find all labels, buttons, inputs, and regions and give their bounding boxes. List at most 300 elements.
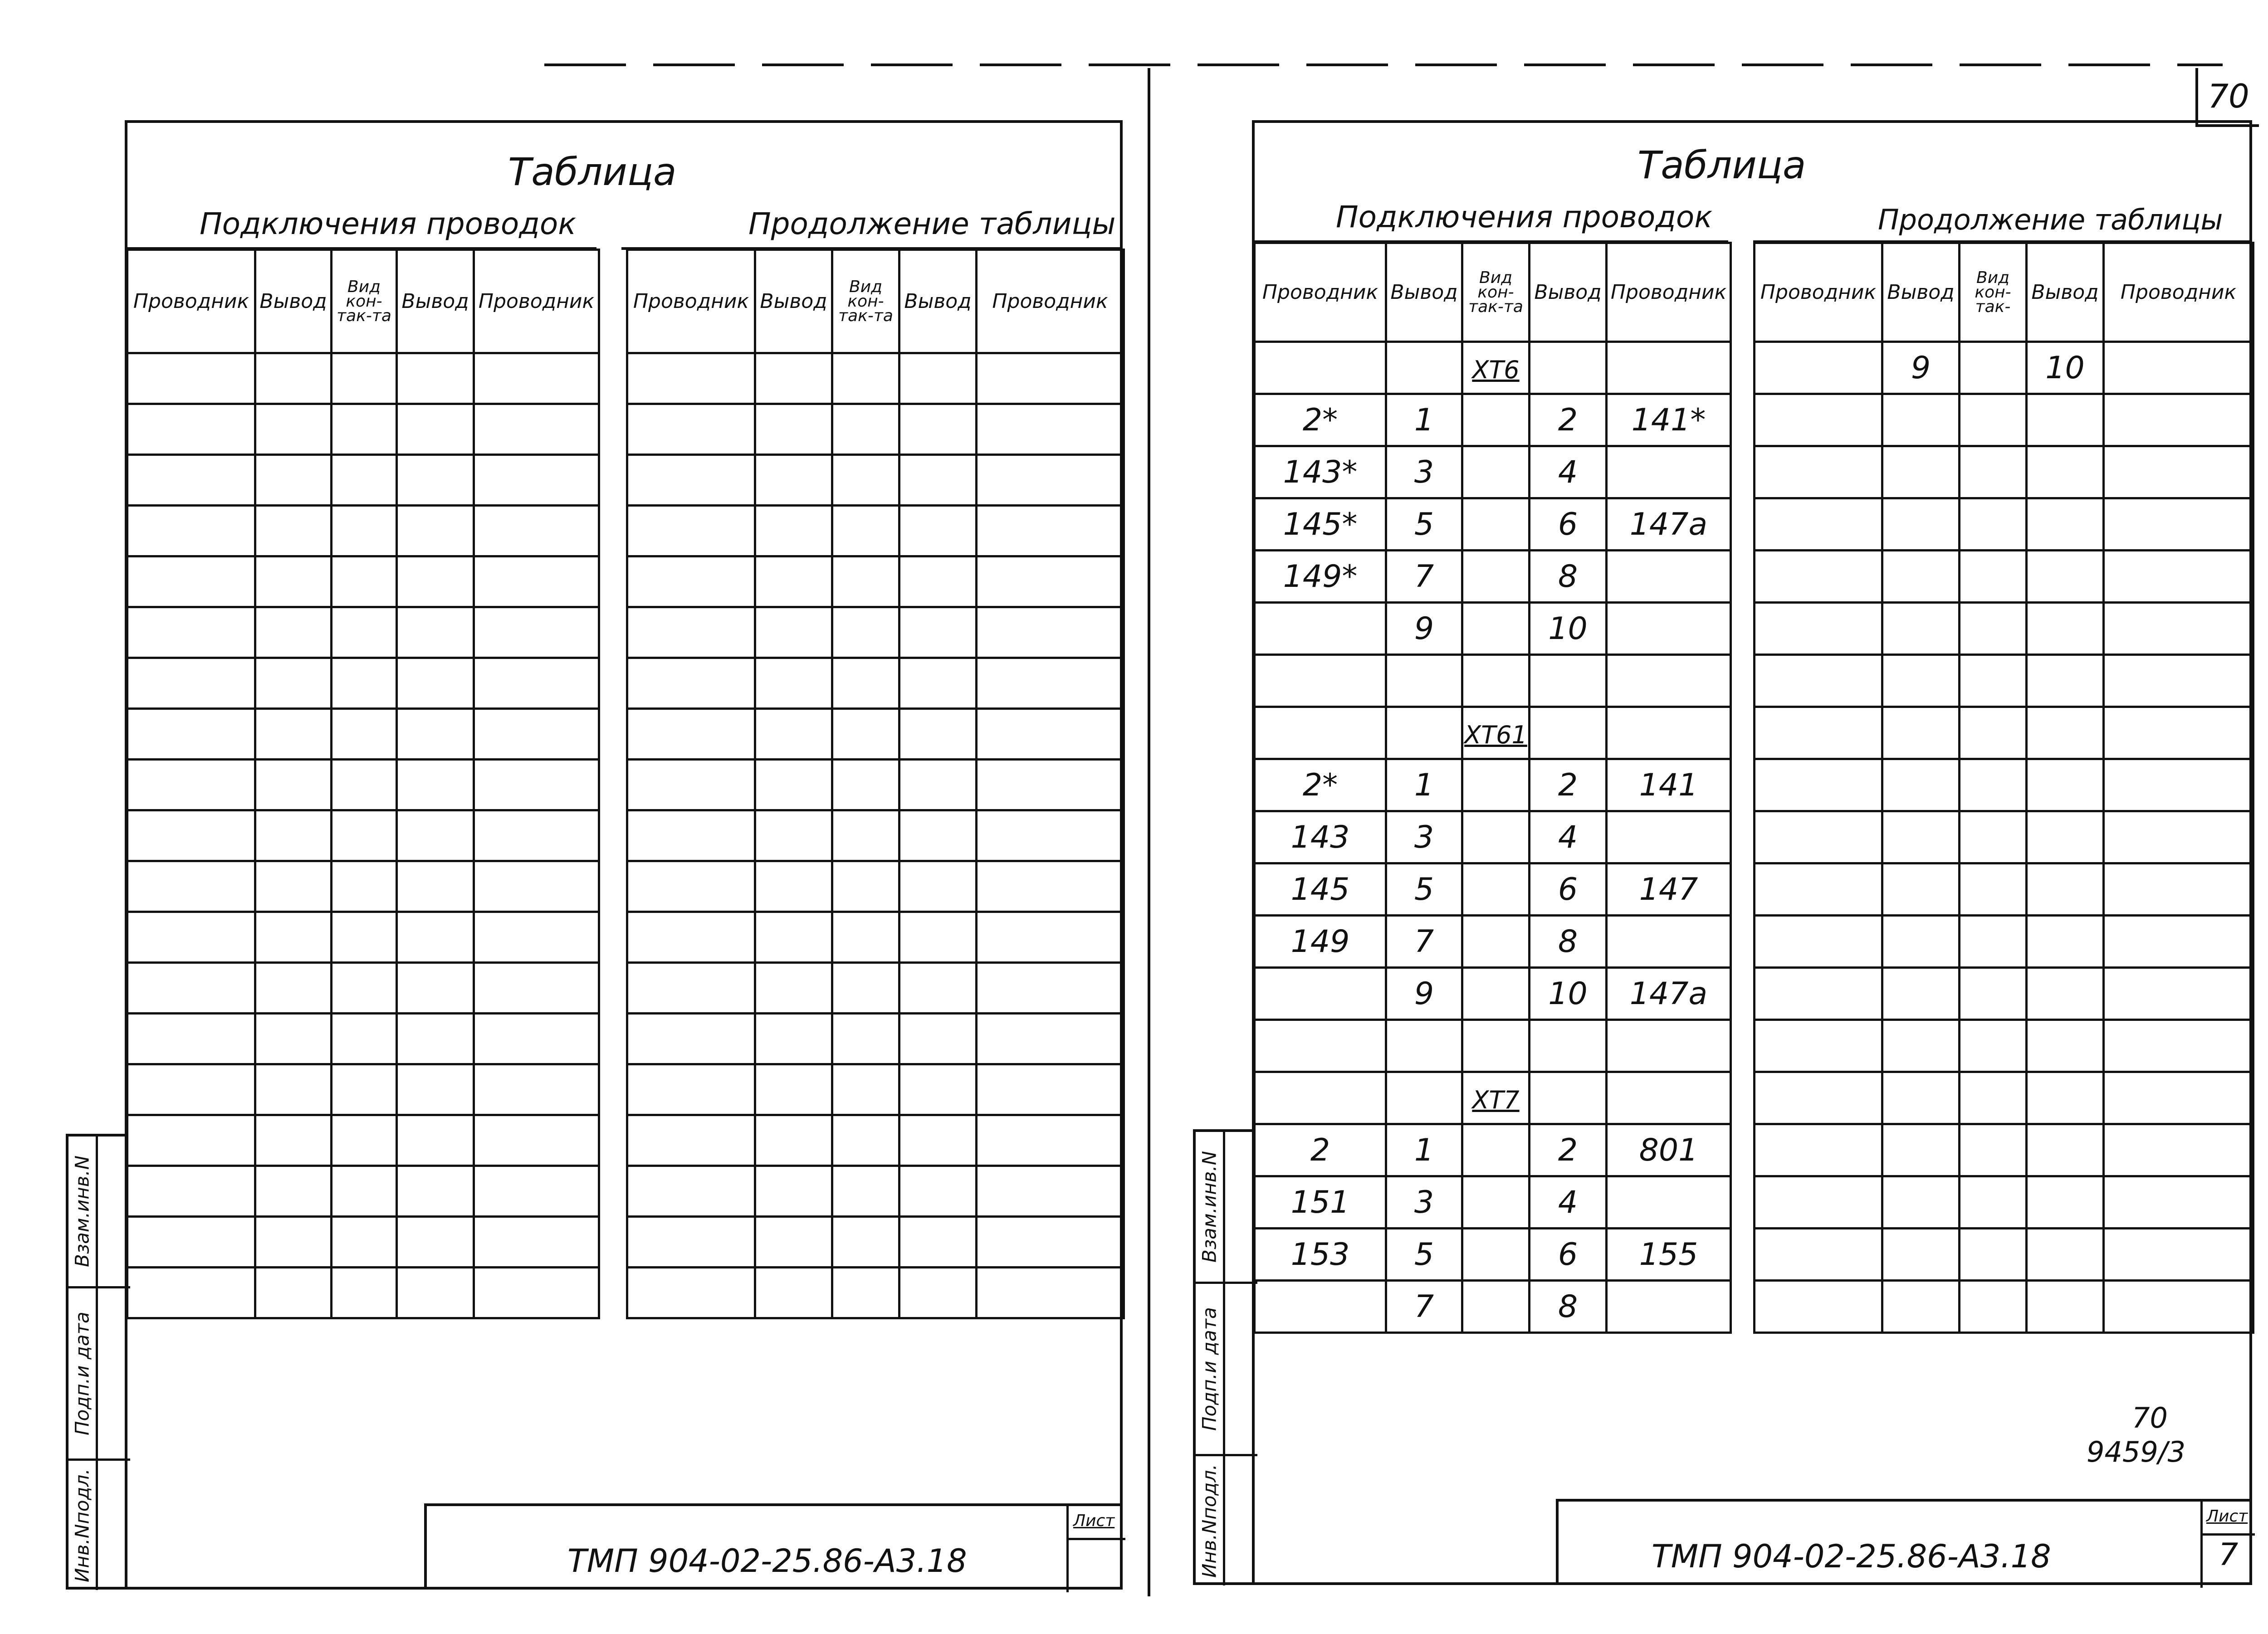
- table-cell: [832, 1268, 899, 1318]
- table-cell: [899, 1064, 977, 1115]
- table-cell: [474, 556, 599, 607]
- table-cell: [627, 1166, 755, 1217]
- table-cell: [1755, 394, 1882, 446]
- table-cell: [255, 455, 332, 506]
- table-cell: [332, 658, 397, 709]
- cell-value: 151: [1290, 1184, 1350, 1220]
- table-cell: [1386, 968, 1462, 1020]
- table-cell: [474, 658, 599, 709]
- table-cell: [1755, 342, 1882, 394]
- table-cell: [1255, 1072, 1386, 1124]
- cell-value: 149*: [1283, 558, 1358, 595]
- table-cell: [1882, 863, 1960, 916]
- table-cell: [1530, 707, 1607, 759]
- table-cell: [1755, 1176, 1882, 1229]
- table-cell: [1882, 968, 1960, 1020]
- note-number: 70: [2132, 1401, 2168, 1434]
- table-row: [627, 404, 1124, 455]
- table-row: [127, 1115, 599, 1166]
- table-cell: [1462, 342, 1530, 394]
- table-cell: [1386, 759, 1462, 811]
- cell-value: 4: [1558, 454, 1578, 490]
- table-cell: [1462, 811, 1530, 863]
- table-cell: [332, 760, 397, 810]
- table-cell: [1882, 1281, 1960, 1333]
- table-cell: [899, 810, 977, 861]
- table-cell: [127, 760, 255, 810]
- table-cell: [255, 912, 332, 963]
- table-cell: [1960, 603, 2027, 655]
- table-cell: [1386, 1020, 1462, 1072]
- table-cell: [255, 1268, 332, 1318]
- table-cell: [1960, 707, 2027, 759]
- note-code: 9459/3: [2087, 1435, 2186, 1468]
- table-cell: [127, 1217, 255, 1268]
- col-header-terminal: Вывод: [397, 250, 474, 353]
- table-cell: [627, 607, 755, 658]
- cell-value: 143*: [1283, 454, 1358, 490]
- table-row: [127, 455, 599, 506]
- table-cell: [899, 1166, 977, 1217]
- table-cell: [1255, 342, 1386, 394]
- cell-value: 7: [1414, 1288, 1434, 1325]
- table-cell: [1607, 655, 1731, 707]
- table-cell: [1530, 446, 1607, 498]
- table-cell: [1882, 342, 1960, 394]
- table-cell: [2104, 1281, 2253, 1333]
- table-cell: [474, 760, 599, 810]
- cell-value: 5: [1414, 871, 1434, 907]
- table-cell: [1960, 968, 2027, 1020]
- table-cell: [627, 455, 755, 506]
- table-row: [1255, 342, 1731, 394]
- table-cell: [1255, 551, 1386, 603]
- table-cell: [474, 1014, 599, 1064]
- table-cell: [127, 1064, 255, 1115]
- right-title: Таблица: [1637, 143, 1806, 187]
- table-cell: [1882, 1176, 1960, 1229]
- table-cell: [1462, 863, 1530, 916]
- table-row: [1255, 759, 1731, 811]
- cell-value: 149: [1290, 923, 1350, 960]
- col-header-terminal: Вывод: [1386, 243, 1462, 342]
- table-cell: [397, 1014, 474, 1064]
- table-row: [1255, 1020, 1731, 1072]
- cell-value: 10: [2045, 350, 2085, 386]
- table-cell: [1255, 1281, 1386, 1333]
- table-row: [627, 810, 1124, 861]
- col-header-conductor: Проводник: [627, 250, 755, 353]
- table-cell: [755, 1014, 832, 1064]
- left-subtitle-continuation: Продолжение таблицы: [748, 206, 1116, 241]
- table-cell: [2104, 707, 2253, 759]
- table-cell: [1386, 707, 1462, 759]
- table-cell: [1530, 968, 1607, 1020]
- table-row: [1255, 707, 1731, 759]
- table-cell: [255, 404, 332, 455]
- table-cell: [127, 1166, 255, 1217]
- table-cell: [127, 658, 255, 709]
- table-cell: [474, 404, 599, 455]
- table-cell: [1462, 1229, 1530, 1281]
- table-cell: [627, 1014, 755, 1064]
- table-cell: [1255, 394, 1386, 446]
- table-cell: [1607, 811, 1731, 863]
- table-cell: [977, 506, 1124, 556]
- col-header-conductor: Проводник: [1755, 243, 1882, 342]
- table-cell: [255, 709, 332, 760]
- table-cell: [474, 1115, 599, 1166]
- table-cell: [255, 658, 332, 709]
- table-row: [627, 760, 1124, 810]
- table-cell: [977, 1014, 1124, 1064]
- table-cell: [1530, 603, 1607, 655]
- table-cell: [2027, 916, 2104, 968]
- table-cell: [832, 658, 899, 709]
- table-cell: [832, 607, 899, 658]
- table-cell: [832, 1217, 899, 1268]
- table-cell: [832, 760, 899, 810]
- table-cell: [1386, 1176, 1462, 1229]
- side-label-inv-orig: Инв.Nподл.: [1198, 1464, 1221, 1578]
- table-cell: [2104, 1176, 2253, 1229]
- table-cell: [899, 1014, 977, 1064]
- table-cell: [255, 963, 332, 1014]
- table-cell: [2104, 394, 2253, 446]
- table-cell: [474, 1217, 599, 1268]
- table-cell: [1255, 446, 1386, 498]
- table-cell: [127, 607, 255, 658]
- table-cell: [1607, 707, 1731, 759]
- table-row: [627, 1014, 1124, 1064]
- table-cell: [2027, 342, 2104, 394]
- table-cell: [1882, 1229, 1960, 1281]
- table-cell: [474, 709, 599, 760]
- table-row: [1755, 968, 2253, 1020]
- table-cell: [1462, 1072, 1530, 1124]
- col-header-conductor: Проводник: [1607, 243, 1731, 342]
- table-cell: [1960, 1281, 2027, 1333]
- cell-value: 8: [1558, 923, 1578, 960]
- table-row: [627, 607, 1124, 658]
- table-cell: [1882, 916, 1960, 968]
- col-header-terminal: Вывод: [899, 250, 977, 353]
- table-cell: [832, 709, 899, 760]
- table-cell: [2027, 498, 2104, 551]
- table-cell: [1530, 916, 1607, 968]
- cell-value: 9: [1911, 350, 1931, 386]
- table-cell: [2027, 1176, 2104, 1229]
- cell-value: 145: [1290, 871, 1350, 907]
- table-cell: [977, 861, 1124, 912]
- table-cell: [397, 658, 474, 709]
- col-header-conductor: Проводник: [977, 250, 1124, 353]
- table-cell: [899, 404, 977, 455]
- table-cell: [332, 1064, 397, 1115]
- table-row: [127, 1014, 599, 1064]
- table-cell: [397, 455, 474, 506]
- table-cell: [2104, 916, 2253, 968]
- table-cell: [1255, 759, 1386, 811]
- table-row: [127, 1064, 599, 1115]
- table-cell: [1960, 811, 2027, 863]
- table-cell: [755, 810, 832, 861]
- table-cell: [755, 1268, 832, 1318]
- col-header-terminal: Вывод: [1530, 243, 1607, 342]
- table-cell: [474, 861, 599, 912]
- cell-value: 8: [1558, 1288, 1578, 1325]
- table-cell: [1255, 1229, 1386, 1281]
- table-cell: [332, 912, 397, 963]
- table-cell: [627, 658, 755, 709]
- table-cell: [1755, 446, 1882, 498]
- right-sheet-label: Лист: [2206, 1507, 2248, 1526]
- table-cell: [977, 1268, 1124, 1318]
- col-header-terminal: Вывод: [255, 250, 332, 353]
- table-cell: [1755, 1281, 1882, 1333]
- table-cell: [1255, 916, 1386, 968]
- corner-number: 70: [2208, 77, 2249, 115]
- table-cell: [1530, 863, 1607, 916]
- cell-value: 4: [1558, 819, 1578, 855]
- table-cell: [1255, 498, 1386, 551]
- table-cell: [474, 353, 599, 404]
- table-row: [1755, 707, 2253, 759]
- table-row: [127, 1268, 599, 1318]
- table-row: [1755, 1281, 2253, 1333]
- corner-number-box: [2195, 68, 2259, 127]
- table-row: [627, 709, 1124, 760]
- cell-value: 3: [1414, 454, 1434, 490]
- table-cell: [397, 1166, 474, 1217]
- table-cell: [899, 353, 977, 404]
- cell-value: 147а: [1629, 976, 1708, 1012]
- table-cell: [2027, 811, 2104, 863]
- table-cell: [255, 1014, 332, 1064]
- table-cell: [2027, 1124, 2104, 1176]
- table-cell: [1530, 655, 1607, 707]
- table-cell: [627, 1115, 755, 1166]
- table-cell: [2104, 655, 2253, 707]
- table-cell: [755, 1064, 832, 1115]
- table-cell: [627, 963, 755, 1014]
- table-cell: [1530, 551, 1607, 603]
- table-cell: [332, 1217, 397, 1268]
- table-cell: [332, 506, 397, 556]
- cell-value: 2: [1558, 767, 1578, 803]
- table-cell: [1386, 603, 1462, 655]
- table-cell: [255, 861, 332, 912]
- table-row: [627, 455, 1124, 506]
- table-cell: [1960, 916, 2027, 968]
- table-cell: [2104, 863, 2253, 916]
- table-cell: [1882, 446, 1960, 498]
- table-cell: [627, 1217, 755, 1268]
- table-cell: [1960, 551, 2027, 603]
- table-cell: [1755, 707, 1882, 759]
- table-cell: [397, 1217, 474, 1268]
- cell-value: 9: [1414, 976, 1434, 1012]
- table-cell: [1530, 498, 1607, 551]
- table-cell: [255, 607, 332, 658]
- table-cell: [1530, 1124, 1607, 1176]
- col-header-contact-type: Вид кон-так-: [1960, 243, 2027, 342]
- table-cell: [1755, 759, 1882, 811]
- table-row: [627, 1166, 1124, 1217]
- table-cell: [397, 556, 474, 607]
- right-title-block: [1556, 1499, 2252, 1585]
- table-cell: [1386, 1124, 1462, 1176]
- col-header-terminal: Вывод: [1882, 243, 1960, 342]
- table-cell: [899, 455, 977, 506]
- table-cell: [755, 912, 832, 963]
- table-cell: [1960, 1020, 2027, 1072]
- table-row: [627, 963, 1124, 1014]
- side-label-sign-date: Подп.и дата: [1198, 1307, 1221, 1431]
- cell-value: 147а: [1629, 506, 1708, 542]
- table-cell: [755, 455, 832, 506]
- table-cell: [832, 861, 899, 912]
- table-cell: [755, 353, 832, 404]
- table-cell: [755, 658, 832, 709]
- table-row: [1255, 1072, 1731, 1124]
- table-cell: [832, 1064, 899, 1115]
- table-row: [127, 709, 599, 760]
- cell-value: 1: [1414, 1132, 1434, 1168]
- table-cell: [1882, 707, 1960, 759]
- cell-value: 2: [1558, 1132, 1578, 1168]
- table-cell: [127, 1014, 255, 1064]
- table-row: [1755, 394, 2253, 446]
- table-cell: [755, 1166, 832, 1217]
- table-cell: [1755, 968, 1882, 1020]
- side-label-sign-date: Подп.и дата: [71, 1312, 93, 1435]
- table-cell: [127, 810, 255, 861]
- table-cell: [2027, 759, 2104, 811]
- table-cell: [1386, 551, 1462, 603]
- table-row: [1255, 863, 1731, 916]
- col-header-conductor: Проводник: [2104, 243, 2253, 342]
- table-cell: [332, 353, 397, 404]
- cell-value: 5: [1414, 1236, 1434, 1273]
- table-cell: [255, 1115, 332, 1166]
- table-cell: [127, 404, 255, 455]
- table-cell: [977, 963, 1124, 1014]
- table-cell: [332, 963, 397, 1014]
- table-cell: [627, 810, 755, 861]
- table-cell: [1462, 1281, 1530, 1333]
- table-cell: [397, 506, 474, 556]
- table-cell: [1462, 655, 1530, 707]
- table-cell: [1882, 655, 1960, 707]
- table-cell: [2027, 394, 2104, 446]
- table-cell: [2104, 498, 2253, 551]
- col-header-contact-type: Вид кон-так-та: [1462, 243, 1530, 342]
- table-row: [1255, 916, 1731, 968]
- left-subtitle-main: Подключения проводок: [200, 206, 577, 241]
- table-cell: [1755, 1124, 1882, 1176]
- table-cell: [1755, 655, 1882, 707]
- table-cell: [832, 404, 899, 455]
- table-cell: [899, 760, 977, 810]
- table-cell: [899, 607, 977, 658]
- table-cell: [1462, 394, 1530, 446]
- cell-value: 143: [1290, 819, 1350, 855]
- terminal-block-label: ХТ6: [1472, 355, 1520, 384]
- table-cell: [627, 404, 755, 455]
- cell-value: 7: [1414, 558, 1434, 595]
- table-cell: [2104, 603, 2253, 655]
- table-cell: [755, 404, 832, 455]
- table-cell: [2104, 342, 2253, 394]
- table-cell: [1530, 759, 1607, 811]
- table-cell: [2104, 759, 2253, 811]
- table-cell: [1530, 1176, 1607, 1229]
- table-cell: [127, 1268, 255, 1318]
- side-label-replaced-inv: Взам.инв.N: [1198, 1151, 1221, 1263]
- table-cell: [1960, 1124, 2027, 1176]
- cell-value: 9: [1414, 610, 1434, 647]
- table-row: [1255, 968, 1731, 1020]
- table-cell: [2027, 707, 2104, 759]
- table-row: [627, 1064, 1124, 1115]
- table-cell: [474, 810, 599, 861]
- cell-value: 155: [1639, 1236, 1698, 1273]
- cell-value: 141*: [1631, 402, 1706, 438]
- table-row: [1255, 811, 1731, 863]
- table-row: [627, 1217, 1124, 1268]
- cell-value: 3: [1414, 819, 1434, 855]
- table-cell: [1882, 1020, 1960, 1072]
- table-cell: [755, 963, 832, 1014]
- cell-value: 1: [1414, 767, 1434, 803]
- col-header-conductor: Проводник: [1255, 243, 1386, 342]
- table-cell: [1607, 968, 1731, 1020]
- table-cell: [1462, 1176, 1530, 1229]
- table-cell: [832, 455, 899, 506]
- table-cell: [1386, 1072, 1462, 1124]
- table-cell: [474, 1268, 599, 1318]
- col-header-conductor: Проводник: [474, 250, 599, 353]
- cell-value: 2*: [1302, 767, 1338, 803]
- left-side-stamp: [66, 1134, 127, 1590]
- table-row: [127, 353, 599, 404]
- table-row: [127, 810, 599, 861]
- table-cell: [1255, 1020, 1386, 1072]
- table-cell: [1462, 968, 1530, 1020]
- table-cell: [1607, 551, 1731, 603]
- table-row: [127, 658, 599, 709]
- table-cell: [755, 760, 832, 810]
- table-row: [1755, 1176, 2253, 1229]
- table-cell: [332, 810, 397, 861]
- table-cell: [627, 912, 755, 963]
- table-row: [627, 353, 1124, 404]
- table-cell: [627, 506, 755, 556]
- side-label-replaced-inv: Взам.инв.N: [71, 1155, 93, 1268]
- cell-value: 6: [1558, 871, 1578, 907]
- table-row: [127, 963, 599, 1014]
- table-cell: [1462, 707, 1530, 759]
- table-cell: [1607, 916, 1731, 968]
- cell-value: 2*: [1302, 402, 1338, 438]
- table-cell: [127, 455, 255, 506]
- cell-value: 8: [1558, 558, 1578, 595]
- table-cell: [899, 506, 977, 556]
- table-cell: [1960, 863, 2027, 916]
- table-cell: [899, 1115, 977, 1166]
- table-cell: [1755, 916, 1882, 968]
